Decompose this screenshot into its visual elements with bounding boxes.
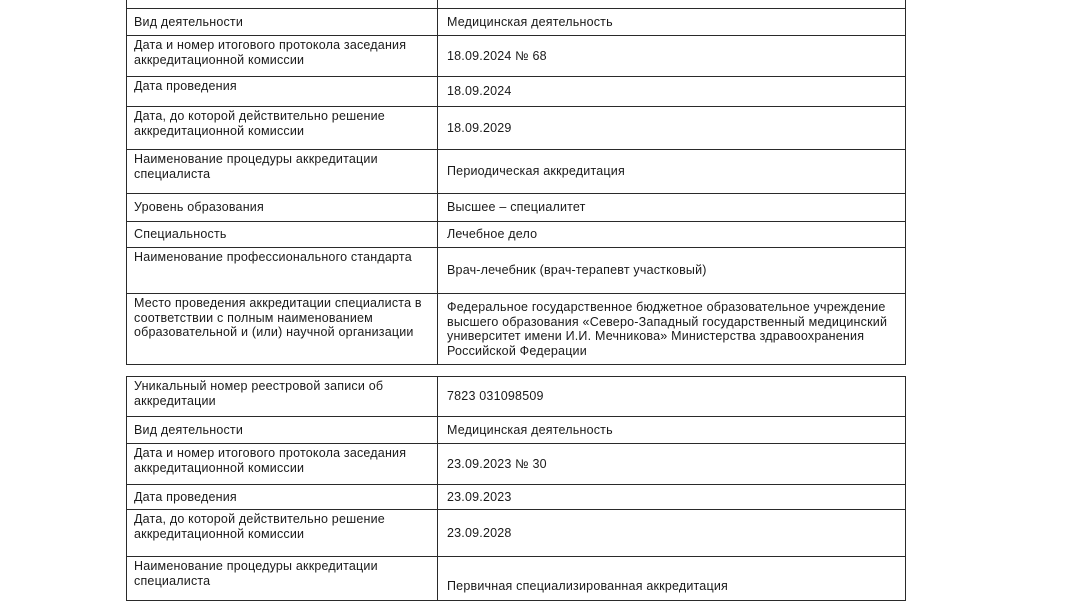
row-value: 18.09.2024 № 68 bbox=[438, 36, 906, 77]
row-label: Дата, до которой действительно решение аккредитационной комиссии bbox=[127, 510, 438, 557]
row-value: Медицинская деятельность bbox=[438, 417, 906, 444]
table-row bbox=[127, 248, 906, 294]
row-value: Лечебное дело bbox=[438, 222, 906, 248]
table-row bbox=[127, 444, 906, 485]
table-row bbox=[127, 9, 906, 36]
table-row bbox=[127, 417, 906, 444]
row-value: Врач-лечебник (врач-терапевт участковый) bbox=[438, 248, 906, 294]
table-row bbox=[127, 36, 906, 77]
row-value: Периодическая аккредитация bbox=[438, 150, 906, 194]
table-row bbox=[127, 377, 906, 417]
row-label: Наименование процедуры аккредитации специалиста bbox=[127, 557, 438, 601]
table-row bbox=[127, 510, 906, 557]
row-value: 18.09.2024 bbox=[438, 77, 906, 107]
row-label: Наименование профессионального стандарта bbox=[127, 248, 438, 294]
table-row bbox=[127, 150, 906, 194]
row-label: Дата, до которой действительно решение аккредитационной комиссии bbox=[127, 107, 438, 150]
table-row bbox=[127, 77, 906, 107]
row-label: Наименование процедуры аккредитации специалиста bbox=[127, 150, 438, 194]
row-value: 23.09.2023 № 30 bbox=[438, 444, 906, 485]
accreditation-table-2 bbox=[126, 376, 906, 601]
row-value: Первичная специализированная аккредитация bbox=[438, 557, 906, 601]
table-row bbox=[127, 107, 906, 150]
row-value: Федеральное государственное бюджетное образовательное учреждение высшего образования «Северо-Западный государственный медицинский университет имени И.И. Мечникова» Министерства здравоохранения Российской Федерации bbox=[438, 294, 906, 365]
table-row bbox=[127, 0, 906, 9]
row-value: Высшее – специалитет bbox=[438, 194, 906, 222]
row-value: 23.09.2023 bbox=[438, 485, 906, 510]
row-label: Дата и номер итогового протокола заседания аккредитационной комиссии bbox=[127, 444, 438, 485]
table-row bbox=[127, 294, 906, 365]
table-row bbox=[127, 222, 906, 248]
table-row bbox=[127, 194, 906, 222]
row-label: Уровень образования bbox=[127, 194, 438, 222]
row-label: Вид деятельности bbox=[127, 9, 438, 36]
row-value bbox=[438, 0, 906, 9]
row-label: Дата проведения bbox=[127, 77, 438, 107]
row-value: 18.09.2029 bbox=[438, 107, 906, 150]
row-label: Дата проведения bbox=[127, 485, 438, 510]
row-label: Дата и номер итогового протокола заседания аккредитационной комиссии bbox=[127, 36, 438, 77]
row-label: Уникальный номер реестровой записи об аккредитации bbox=[127, 377, 438, 417]
accreditation-table-1 bbox=[126, 0, 906, 365]
row-value: 7823 031098509 bbox=[438, 377, 906, 417]
table-row bbox=[127, 557, 906, 601]
row-value: Медицинская деятельность bbox=[438, 9, 906, 36]
row-label bbox=[127, 0, 438, 9]
table-row bbox=[127, 485, 906, 510]
row-label: Специальность bbox=[127, 222, 438, 248]
row-value: 23.09.2028 bbox=[438, 510, 906, 557]
row-label: Вид деятельности bbox=[127, 417, 438, 444]
row-label: Место проведения аккредитации специалиста в соответствии с полным наименованием образовательной и (или) научной организации bbox=[127, 294, 438, 365]
